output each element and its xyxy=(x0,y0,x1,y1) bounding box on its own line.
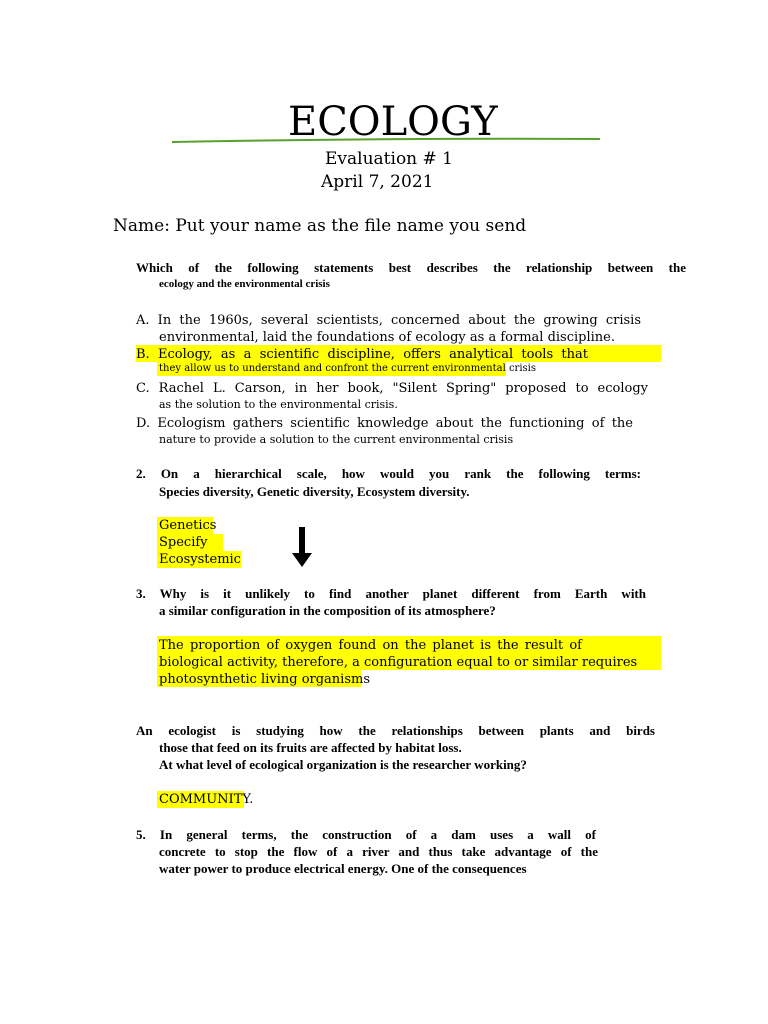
q1-option-c-line1: C. Rachel L. Carson, in her book, "Silent Spring" proposed to ecology xyxy=(136,381,648,396)
q4-answer: COMMUNITY. xyxy=(159,792,254,807)
q5-line2: concrete to stop the flow of a river and thus take advantage of the xyxy=(159,844,598,859)
q3-answer-line1: The proportion of oxygen found on the planet is the result of xyxy=(159,638,582,653)
q1-option-b-line1: B. Ecology, as a scientific discipline, offers analytical tools that xyxy=(136,347,588,362)
q2-answer-1: Genetics xyxy=(159,518,217,533)
q4-line2: those that feed on its fruits are affected by habitat loss. xyxy=(159,740,462,755)
name-instruction: Name: Put your name as the file name you send xyxy=(113,216,527,236)
q5-line1: 5. In general terms, the construction of a dam uses a wall of xyxy=(136,827,596,842)
q1-option-c-line2: as the solution to the environmental crisis. xyxy=(159,398,398,411)
q1-prompt-line2: ecology and the environmental crisis xyxy=(159,278,330,290)
q3-line1: 3. Why is it unlikely to find another planet different from Earth with xyxy=(136,586,646,601)
q1-option-a-line1: A. In the 1960s, several scientists, concerned about the growing crisis xyxy=(136,313,641,328)
q3-answer-line2: biological activity, therefore, a configuration equal to or similar requires xyxy=(159,655,638,670)
evaluation-date: April 7, 2021 xyxy=(321,172,434,192)
q1-option-b-line2: they allow us to understand and confront the current environmental crisis xyxy=(159,363,536,374)
q1-option-d-line2: nature to provide a solution to the current environmental crisis xyxy=(159,433,514,446)
q4-line1: An ecologist is studying how the relationships between plants and birds xyxy=(136,723,655,738)
page-title: ECOLOGY xyxy=(288,99,498,145)
q3-answer-line3: photosynthetic living organisms xyxy=(159,672,371,687)
title-underline xyxy=(0,136,768,146)
q3-line2: a similar configuration in the composition of its atmosphere? xyxy=(159,603,496,618)
q2-line2: Species diversity, Genetic diversity, Ecosystem diversity. xyxy=(159,484,470,499)
q1-option-a-line2: environmental, laid the foundations of ecology as a formal discipline. xyxy=(159,330,615,345)
q5-line3: water power to produce electrical energy. One of the consequences xyxy=(159,861,527,876)
q2-line1: 2. On a hierarchical scale, how would you rank the following terms: xyxy=(136,466,641,481)
q4-line3: At what level of ecological organization is the researcher working? xyxy=(159,757,527,772)
q2-answer-3: Ecosystemic xyxy=(159,552,241,567)
q1-prompt-line1: Which of the following statements best describes the relationship between the xyxy=(136,260,686,275)
q1-option-d-line1: D. Ecologism gathers scientific knowledge about the functioning of the xyxy=(136,416,633,431)
down-arrow-icon xyxy=(290,527,314,569)
q2-answer-2: Specify xyxy=(159,535,208,550)
evaluation-label: Evaluation # 1 xyxy=(325,149,453,169)
